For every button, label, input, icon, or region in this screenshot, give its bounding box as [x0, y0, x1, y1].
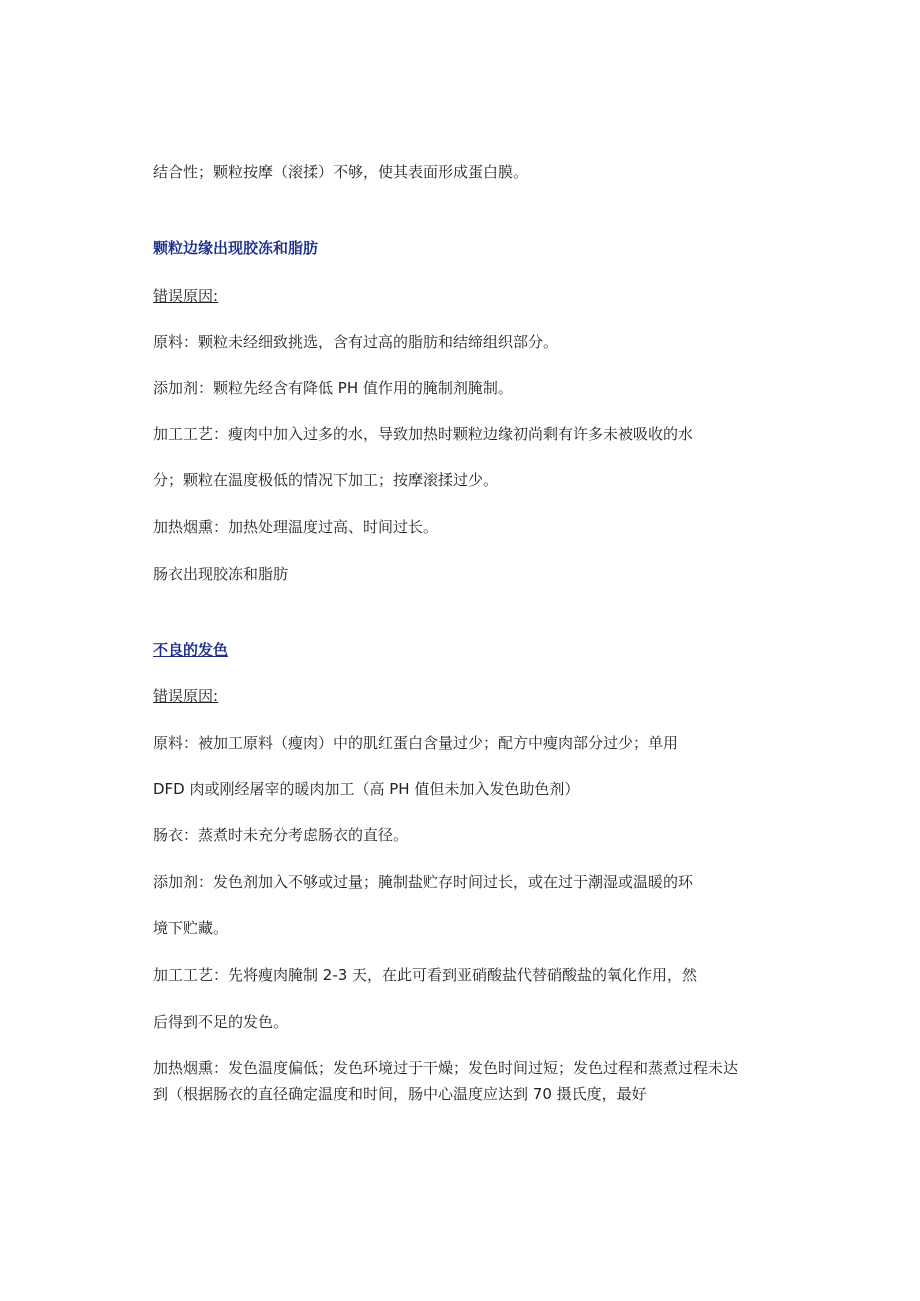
paragraph-process-line1: 加工工艺：瘦肉中加入过多的水，导致加热时颗粒边缘初尚剩有许多未被吸收的水	[153, 425, 694, 443]
paragraph-casing-gel: 肠衣出现胶冻和脂肪	[153, 565, 289, 583]
section-heading-gel-fat: 颗粒边缘出现胶冻和脂肪	[153, 239, 319, 257]
paragraph-process-line1: 加工工艺：先将瘦肉腌制 2-3 天，在此可看到亚硝酸盐代替硝酸盐的氧化作用，然	[153, 966, 698, 984]
paragraph-raw-material-line2: DFD 肉或刚经屠宰的暖肉加工（高 PH 值但未加入发色助色剂）	[153, 780, 580, 798]
paragraph-casing: 肠衣：蒸煮时未充分考虑肠衣的直径。	[153, 826, 409, 844]
paragraph-additive-line1: 添加剂：发色剂加入不够或过量；腌制盐贮存时间过长，或在过于潮湿或温暖的环	[153, 873, 694, 891]
error-cause-label: 错误原因:	[153, 287, 219, 305]
paragraph-continuation: 结合性；颗粒按摩（滚揉）不够，使其表面形成蛋白膜。	[153, 163, 529, 181]
paragraph-raw-material-line1: 原料：被加工原料（瘦肉）中的肌红蛋白含量过少；配方中瘦肉部分过少；单用	[153, 734, 679, 752]
section-heading-poor-color: 不良的发色	[153, 641, 229, 659]
paragraph-heating: 加热烟熏：加热处理温度过高、时间过长。	[153, 518, 439, 536]
paragraph-raw-material: 原料：颗粒未经细致挑选，含有过高的脂肪和结缔组织部分。	[153, 333, 559, 351]
paragraph-heating-line2: 到（根据肠衣的直径确定温度和时间，肠中心温度应达到 70 摄氏度，最好	[153, 1085, 647, 1103]
paragraph-process-line2: 分；颗粒在温度极低的情况下加工；按摩滚揉过少。	[153, 471, 499, 489]
paragraph-additive-line2: 境下贮藏。	[153, 919, 229, 937]
paragraph-additive: 添加剂：颗粒先经含有降低 PH 值作用的腌制剂腌制。	[153, 379, 513, 397]
paragraph-process-line2: 后得到不足的发色。	[153, 1013, 289, 1031]
paragraph-heating-line1: 加热烟熏：发色温度偏低；发色环境过于干燥；发色时间过短；发色过程和蒸煮过程未达	[153, 1059, 739, 1077]
error-cause-label: 错误原因:	[153, 687, 219, 705]
